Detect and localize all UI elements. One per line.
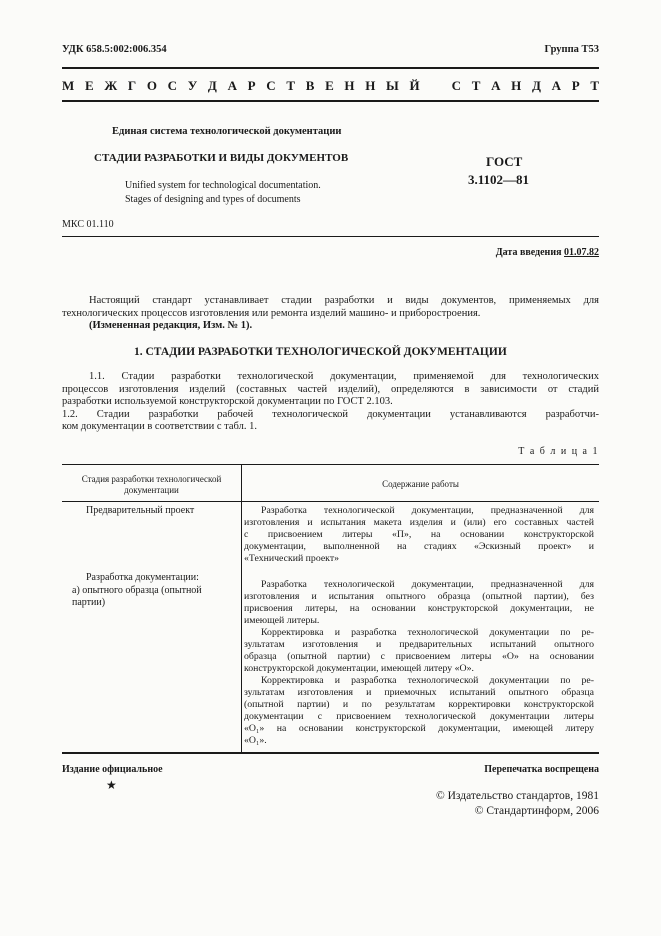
table-header-rule — [62, 501, 599, 502]
section-paragraph-1 — [62, 371, 599, 434]
row1-line-5: «Технический проект» — [244, 553, 339, 564]
copyright-2006: © Стандартинформ, 2006 — [474, 805, 599, 817]
row2-stage-line3: партии) — [72, 597, 106, 608]
p1-line-1: 1.1. Стадии разработки технологической документации, применяемой для технологических — [89, 371, 599, 382]
group-code: Группа Т53 — [544, 44, 599, 55]
intro-line-1: Настоящий стандарт устанавливает стадии разработки и виды документов, применяемых для — [89, 295, 599, 306]
row1-line-2: изготовления и испытания макета изделия и (или) его составных частей — [244, 517, 594, 528]
official-edition: Издание официальное — [62, 764, 163, 775]
row2a-line-1: Разработка технологической документации, предназначенной для — [261, 579, 594, 590]
row2c-line-1: Корректировка и разработка технологической документации по ре- — [261, 675, 594, 686]
row2-stage — [72, 572, 202, 610]
header-rule-bottom — [62, 100, 599, 102]
effective-date — [496, 247, 599, 258]
row1-line-1: Разработка технологической документации, предназначенной для — [261, 505, 594, 516]
section-heading: 1. СТАДИИ РАЗРАБОТКИ ТЕХНОЛОГИЧЕСКОЙ ДОКУМЕНТАЦИИ — [134, 346, 507, 358]
row2a-line-3: присвоения литеры, на основании конструкторской документации, не — [244, 603, 594, 614]
row2c-line-3: (опытной партии) и по результатам корректировки конструкторской — [244, 699, 594, 710]
amendment-note: (Измененная редакция, Изм. № 1). — [89, 320, 253, 331]
p2-line-2: ком документации в соответствии с табл. 1. — [62, 421, 257, 432]
table-column-divider — [241, 464, 242, 753]
gost-label: ГОСТ — [486, 154, 523, 169]
row2-content — [244, 579, 594, 747]
row2-stage-line2: а) опытного образца (опытной — [72, 584, 202, 596]
title-rule — [62, 236, 599, 237]
row2a-line-4: имеющей литеры. — [244, 615, 320, 626]
table-top-rule — [62, 464, 599, 465]
table-caption: Т а б л и ц а 1 — [518, 446, 599, 457]
header-rule-top — [62, 67, 599, 69]
table-bottom-rule — [62, 752, 599, 754]
row2c-line-5: «O₁» на основании конструкторской документации, имеющей литеру — [244, 723, 594, 734]
col1-header — [62, 474, 241, 496]
row1-content — [244, 505, 594, 565]
p1-line-3: разработки используемой конструкторской документации по ГОСТ 2.103. — [62, 396, 393, 407]
mks-code: МКС 01.110 — [62, 219, 114, 230]
intro-line-2: технологических процессов изготовления или ремонта изделий машино- и приборостроения. — [62, 307, 481, 319]
copyright-1981: © Издательство стандартов, 1981 — [435, 790, 599, 802]
row2c-line-4: документации с присвоением технологической документации литеры — [244, 711, 594, 722]
col1-header-line1: Стадия разработки технологической — [81, 474, 222, 484]
document-title: СТАДИИ РАЗРАБОТКИ И ВИДЫ ДОКУМЕНТОВ — [94, 152, 349, 164]
system-title: Единая система технологической документации — [112, 126, 342, 137]
row2b-line-4: конструкторской документации, имеющей литеру «О». — [244, 663, 474, 674]
intro-paragraph — [62, 295, 599, 333]
col1-header-line2: документации — [124, 485, 179, 495]
english-title-line2: Stages of designing and types of documents — [125, 194, 301, 205]
row2b-line-1: Корректировка и разработка технологической документации по ре- — [261, 627, 594, 638]
reprint-notice: Перепечатка воспрещена — [484, 764, 599, 775]
star-icon: ★ — [106, 778, 117, 792]
english-title-line1: Unified system for technological documentation. — [125, 180, 321, 191]
effective-date-value: 01.07.82 — [564, 247, 599, 258]
gost-number: 3.1102—81 — [468, 172, 530, 187]
row1-stage: Предварительный проект — [86, 505, 195, 516]
row1-line-3: с присвоением литеры «П», на основании конструкторской — [244, 529, 594, 540]
row2b-line-2: зультатам изготовления и предварительных испытаний опытного — [244, 639, 594, 650]
p1-line-2: процессов изготовления изделий (составных частей изделий), определяются в зависимости от стадий — [62, 383, 599, 395]
udk-code: УДК 658.5:002:006.354 — [62, 44, 167, 55]
row2-stage-line1: Разработка документации: — [86, 572, 199, 583]
row2a-line-2: изготовления и испытания опытного образца (опытной партии), без — [244, 591, 594, 602]
standard-banner: М Е Ж Г О С У Д А Р С Т В Е Н Н Ы Й С Т А Н Д А Р Т — [62, 78, 599, 93]
row2c-line-6: «O₁». — [244, 735, 267, 746]
row2b-line-3: образца (опытной партии) с присвоением литеры «О» на основании — [244, 651, 594, 662]
p2-line-1: 1.2. Стадии разработки рабочей технологической документации устанавливаются разработчи- — [62, 408, 599, 420]
row2c-line-2: зультатам изготовления и приемочных испытаний опытного образца — [244, 687, 594, 698]
effective-date-label: Дата введения — [495, 247, 562, 258]
col2-header: Содержание работы — [382, 479, 459, 489]
row1-line-4: документации, выполненной на стадиях «Эскизный проект» и — [244, 541, 594, 552]
